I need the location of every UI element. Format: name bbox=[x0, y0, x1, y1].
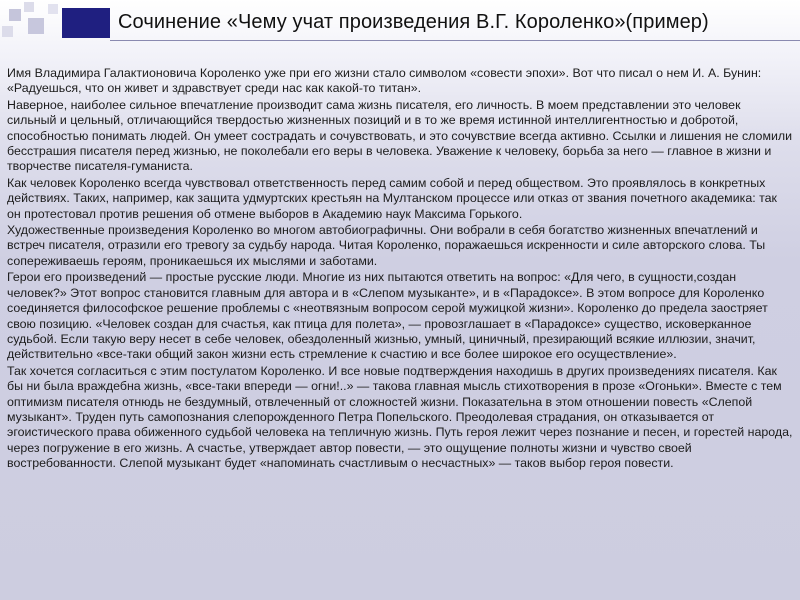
slide-title: Сочинение «Чему учат произведения В.Г. Короленко»(пример) bbox=[118, 10, 709, 33]
decor-square bbox=[48, 4, 58, 14]
paragraph-personality: Наверное, наиболее сильное впечатление производит сама жизнь писателя, его личность. В моем представлении это человек сильный и цельный, отличающийся твердостью жизненных позиций и в то же время истинной интеллигентностью и добротой, способностью понимать людей. Он умеет сострадать и сочувствовать, и это сочувствие всегда активно. Ссылки и лишения не сломили бесстрашия писателя перед жизнью, не поколебали его веры в человека. Уважение к человеку, борьба за него — главное в жизни и творчестве писателя-гуманиста. bbox=[7, 97, 793, 174]
paragraph-responsibility: Как человек Короленко всегда чувствовал ответственность перед самим собой и перед обществом. Это проявлялось в конкретных действиях. Таких, например, как защита удмуртских крестьян на Мултанском процессе или отказ от звания почетного академика: так он протестовал против решения об отмене выборов в Академию наук Максима Горького. bbox=[7, 175, 777, 221]
paragraph-autobiography: Художественные произведения Короленко во многом автобиографичны. Они вобрали в себя богатство жизненных впечатлений и встреч писателя, отразили его тревогу за судьбу народа. Читая Короленко, поражаешься искренности и силе авторского слова. Ты сопереживаешь героям, проникаешься их мыслями и заботами. bbox=[7, 223, 766, 268]
essay-body bbox=[7, 66, 793, 473]
title-bar bbox=[110, 6, 800, 38]
decor-square bbox=[2, 26, 13, 37]
title-accent-block bbox=[62, 8, 110, 38]
paragraph-intro: Имя Владимира Галактионовича Короленко уже при его жизни стало символом «совести эпохи». Вот что писал о нем И. А. Бунин: «Радуешься, что он живет и здравствует среди нас как какой-то титан». bbox=[7, 66, 762, 96]
decor-square bbox=[24, 2, 34, 12]
title-divider bbox=[110, 40, 800, 41]
decor-square bbox=[9, 9, 21, 21]
paragraph-conclusion: Так хочется согласиться с этим постулатом Короленко. И все новые подтверждения находишь в других произведениях писателя. Как бы ни была враждебна жизнь, «все-таки впереди — огни!..» — такова главная мысль стихотворения в прозе «Огоньки». Вместе с тем оптимизм писателя отнюдь не бездумный, отвлеченный от сложностей жизни. Показательна в этом отношении повесть «Слепой музыкант». Труден путь самопознания слепорожденного Петра Попельского. Преодолевая страдания, он отказывается от эгоистического права обиженного судьбой человека на тепличную жизнь. Путь героя лежит через познание и песен, и горестей народа, через погружение в его жизнь. А счастье, утверждает автор повести, — это ощущение полноты жизни и чувство своей востребованности. Слепой музыкант будет «напоминать счастливым о несчастных» — таков выбор героя повести. bbox=[7, 363, 793, 471]
corner-decoration bbox=[0, 0, 110, 46]
decor-square bbox=[28, 18, 44, 34]
paragraph-heroes: Герои его произведений — простые русские люди. Многие из них пытаются ответить на вопрос: «Для чего, в сущности,создан человек?» Этот вопрос становится главным для автора и в «Слепом музыканте», и в «Парадоксе». В этом вопросе для Короленко соединяется философское решение проблемы с «неотвязным вопросом серой мужицкой жизни». Короленко до предела заостряет свою позицию. «Человек создан для счастья, как птица для полета», — провозглашает в «Парадоксе» существо, исковерканное судьбой. Если такую веру несет в себе человек, обездоленный жизнью, умный, циничный, презирающий всякие иллюзии, значит, действительно «все-таки общий закон жизни есть стремление к счастию и все более широкое его осуществление». bbox=[7, 270, 768, 362]
